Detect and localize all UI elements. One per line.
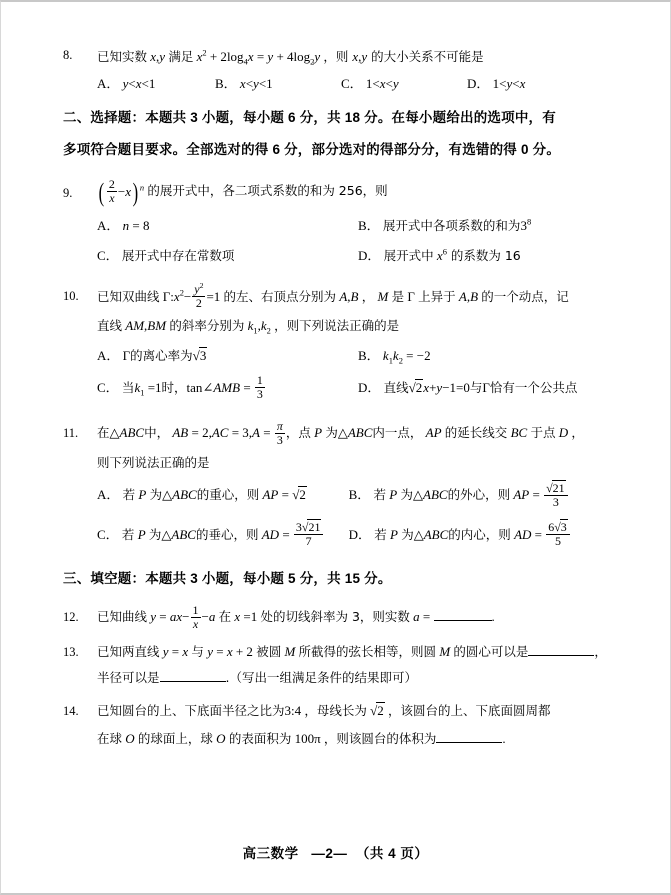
question-13-number: 13.: [63, 645, 79, 660]
question-8-stem: 已知实数 x,y 满足 $x^2 + 2\log_4x = y + 4\log_2y$ ，则 x,y 的大小关系不可能是: [97, 47, 484, 67]
section-3-line1: 三、填空题：本题共 3 小题，每小题 5 分，共 15 分。: [63, 571, 392, 587]
question-12-number: 12.: [63, 610, 79, 625]
option-9-a[interactable]: A． n = 8: [97, 218, 150, 234]
question-11-stem-line2: 则下列说法正确的是: [97, 455, 210, 471]
question-9-options-row1: [97, 213, 619, 239]
question-13-line2: 半径可以是 .（写出一组满足条件的结果即可）: [97, 670, 417, 686]
footer-subject: 高三数学: [242, 846, 299, 861]
option-11-d[interactable]: D． 若 P 为△ABC的内心，则 AD = $\frac{6√3}{5}$: [349, 522, 619, 549]
question-8: [63, 44, 619, 96]
question-13: [63, 639, 619, 691]
option-11-a[interactable]: A． 若 P 为△ABC的重心，则 AP = √2: [97, 487, 306, 503]
page-content: [63, 44, 619, 755]
question-14: [63, 697, 619, 753]
question-12: [63, 601, 619, 633]
section-2-line2: 多项符合题目要求。全部选对的得 6 分，部分选对的得部分分，有选错的得 0 分。: [63, 142, 561, 157]
question-12-text: 已知曲线 y = ax− $\frac{1}{x}$ −a 在 x =1 处的切线斜率为 3，则实数 a = .: [97, 602, 495, 631]
question-9-stem-text: 的展开式中，各二项式系数的和为 256，则: [147, 183, 388, 198]
page-footer: [1, 842, 670, 862]
option-10-a[interactable]: A． Γ的离心率为√3: [97, 348, 207, 364]
option-10-d[interactable]: D． 直线√2x+y−1=0与Γ恰有一个公共点: [358, 380, 578, 396]
option-9-c[interactable]: C． 展开式中存在常数项: [97, 248, 235, 264]
question-11-stem-line1: 在△ABC中， AB = 2,AC = 3,A = $\frac{\pi}{3}$ ，点 P 为△ABC内一点， AP 的延长线交 BC 于点 D ，: [97, 418, 584, 447]
option-8-b[interactable]: B． x<y<1: [215, 76, 273, 91]
binomial-expression: ( $\frac{2}{x}$ −x) $^n$: [98, 176, 145, 207]
question-14-number: 14.: [63, 704, 79, 719]
question-9-options-row2: [97, 243, 619, 269]
answer-blank-12[interactable]: [434, 620, 492, 621]
question-11-number: 11.: [63, 426, 79, 441]
question-13-line1: 已知两直线 y = x 与 y = x + 2 被圆 M 所截得的弦长相等，则圆 M 的圆心可以是 ，: [97, 644, 607, 660]
section-header-2: [63, 104, 619, 164]
question-10-options-row1: [97, 343, 619, 369]
question-10: [63, 281, 619, 402]
question-8-number: 8.: [63, 48, 73, 62]
question-9-number: 9.: [63, 186, 73, 200]
answer-blank-13-radius[interactable]: [160, 681, 226, 682]
section-header-3: [63, 565, 619, 593]
option-11-c[interactable]: C． 若 P 为△ABC的垂心，则 AD = $\frac{3√21}{7}$: [97, 522, 349, 549]
option-8-c[interactable]: C． 1<x<y: [341, 76, 399, 91]
question-10-stem-line2: 直线 AM,BM 的斜率分别为 $k_1,k_2$ ，则下列说法正确的是: [97, 318, 400, 336]
question-10-options-row2: [97, 375, 619, 402]
option-8-d[interactable]: D． 1<y<x: [467, 76, 526, 91]
option-10-c[interactable]: C． 当$k_1 =1$时，tan∠AMB = $\frac{1}{3}$: [97, 373, 263, 402]
option-9-b[interactable]: B． 展开式中各项系数的和为$3^8$: [358, 216, 532, 234]
question-14-line1: 已知圆台的上、下底面半径之比为3:4 ，母线长为 √2 ，该圆台的上、下底面圆周都: [97, 703, 551, 719]
option-11-b[interactable]: B． 若 P 为△ABC的外心，则 AP = $\frac{√21}{3}$: [349, 482, 619, 509]
section-2-line1: 二、选择题：本题共 3 小题，每小题 6 分，共 18 分。在每小题给出的选项中，有: [63, 110, 556, 125]
option-10-b[interactable]: B． $k_1k_2 = -2$: [358, 348, 431, 366]
question-9: [63, 174, 619, 269]
question-8-options: [97, 72, 619, 96]
answer-blank-14[interactable]: [436, 742, 502, 743]
question-11-options-row1: [97, 482, 619, 509]
question-11: [63, 416, 619, 549]
question-11-options-row2: [97, 522, 619, 549]
option-9-d[interactable]: D． 展开式中 $x^6$ 的系数为 16: [358, 246, 521, 264]
question-9-stem: [97, 174, 619, 209]
footer-page-total: （共 4 页）: [355, 846, 429, 861]
question-10-stem-line1: 已知双曲线 $\Gamma:x^2-$ $\frac{y^2}{2}$ =1 的左、右顶点分别为 A,B ， M 是 Γ 上异于 A,B 的一个动点，记: [97, 281, 569, 311]
footer-page-marker: —2—: [311, 846, 348, 861]
answer-blank-13-center[interactable]: [528, 655, 594, 656]
question-10-number: 10.: [63, 289, 79, 304]
option-8-a[interactable]: A． y<x<1: [97, 76, 156, 91]
question-14-line2: 在球 O 的球面上，球 O 的表面积为 100π ，则该圆台的体积为 .: [97, 731, 506, 747]
